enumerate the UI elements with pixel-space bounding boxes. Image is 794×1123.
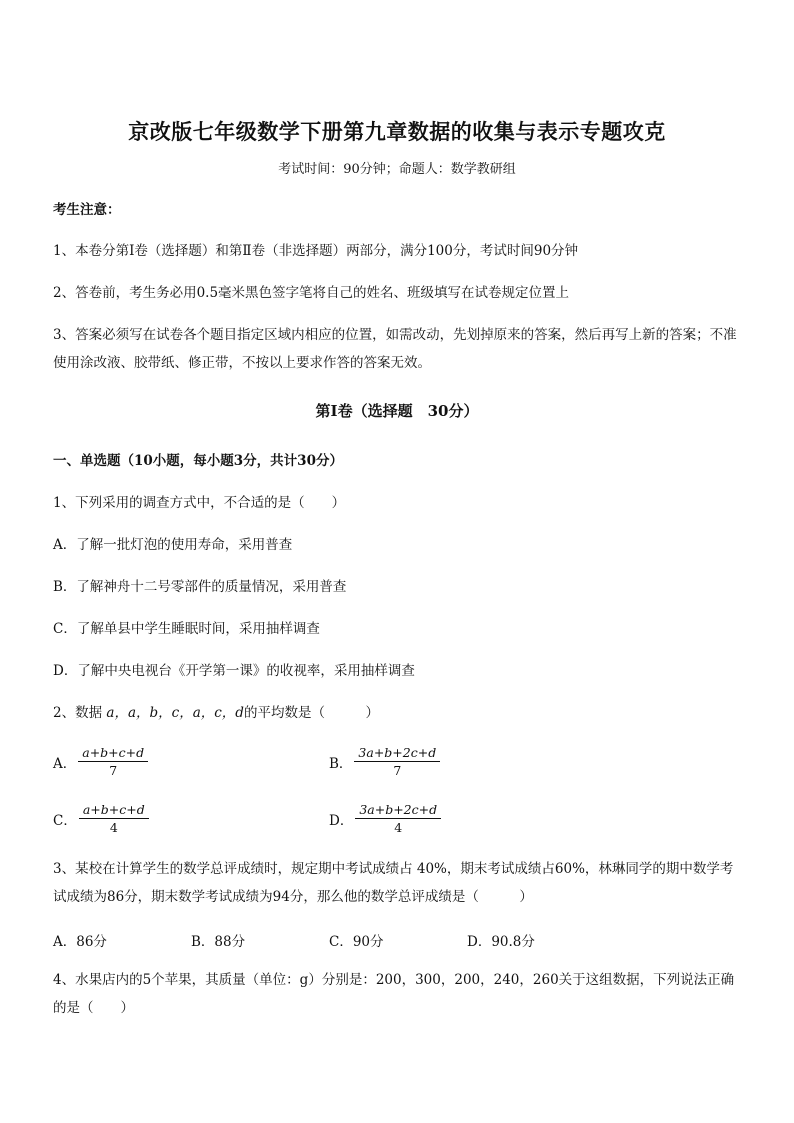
section-title: 第Ⅰ卷（选择题 30分） bbox=[315, 402, 479, 420]
question-option: D．了解中央电视台《开学第一课》的收视率，采用抽样调查 bbox=[53, 663, 415, 679]
question-stem: 4、水果店内的5个苹果，其质量（单位：g）分别是：200，300，200，240，260关于这组数据，下列说法正确的是（ ） bbox=[53, 972, 735, 1016]
fraction bbox=[78, 745, 148, 778]
question-option bbox=[329, 745, 440, 778]
question-stem: 1、下列采用的调查方式中，不合适的是（ ） bbox=[53, 495, 346, 511]
question-option: D．90.8分 bbox=[467, 934, 535, 950]
fraction-numerator: 3a+b+2c+d bbox=[355, 802, 441, 819]
fraction-numerator: 3a+b+2c+d bbox=[354, 745, 440, 762]
notice-item: 2、答卷前，考生务必用0.5毫米黑色签字笔将自己的姓名、班级填写在试卷规定位置上 bbox=[53, 285, 570, 301]
fraction bbox=[355, 802, 441, 835]
question-option: C．90分 bbox=[329, 934, 384, 950]
option-letter: A． bbox=[53, 755, 77, 772]
question-option: A．了解一批灯泡的使用寿命，采用普查 bbox=[53, 537, 293, 553]
fraction-denominator: 7 bbox=[109, 763, 118, 778]
notice-item: 1、本卷分第Ⅰ卷（选择题）和第Ⅱ卷（非选择题）两部分，满分100分，考试时间90分钟 bbox=[53, 243, 579, 259]
stem-variables: a，a，b，c，a，c，d bbox=[106, 705, 244, 721]
question-option: A．86分 bbox=[53, 934, 107, 950]
part-heading: 一、单选题（10小题，每小题3分，共计30分） bbox=[53, 453, 343, 469]
fraction-denominator: 7 bbox=[393, 763, 402, 778]
notice-item: 3、答案必须写在试卷各个题目指定区域内相应的位置，如需改动，先划掉原来的答案，然后再写上新的答案；不准使用涂改液、胶带纸、修正带，不按以上要求作答的答案无效。 bbox=[53, 327, 737, 371]
fraction-numerator: a+b+c+d bbox=[79, 802, 149, 819]
fraction bbox=[79, 802, 149, 835]
stem-suffix: 的平均数是（ ） bbox=[243, 705, 379, 721]
question-option: B．88分 bbox=[191, 934, 246, 950]
option-letter: B． bbox=[329, 755, 353, 772]
question-option bbox=[329, 802, 441, 835]
exam-info: 考试时间：90分钟；命题人：数学教研组 bbox=[278, 162, 516, 177]
option-letter: C． bbox=[53, 812, 77, 829]
fraction-denominator: 4 bbox=[394, 820, 403, 835]
question-option bbox=[53, 802, 149, 835]
fraction-numerator: a+b+c+d bbox=[78, 745, 148, 762]
page-title: 京改版七年级数学下册第九章数据的收集与表示专题攻克 bbox=[128, 119, 666, 144]
fraction bbox=[354, 745, 440, 778]
fraction-denominator: 4 bbox=[109, 820, 118, 835]
question-option: B．了解神舟十二号零部件的质量情况，采用普查 bbox=[53, 579, 347, 595]
option-letter: D． bbox=[329, 812, 354, 829]
stem-prefix: 2、数据 bbox=[53, 705, 103, 721]
question-stem: 3、某校在计算学生的数学总评成绩时，规定期中考试成绩占 40%，期末考试成绩占60%，林琳同学的期中数学考试成绩为86分，期末数学考试成绩为94分，那么他的数学总评成绩是（ ） bbox=[53, 861, 734, 905]
notice-heading: 考生注意： bbox=[53, 202, 121, 218]
question-option: C．了解单县中学生睡眠时间，采用抽样调查 bbox=[53, 621, 320, 637]
question-option bbox=[53, 745, 148, 778]
question-stem bbox=[53, 704, 743, 722]
